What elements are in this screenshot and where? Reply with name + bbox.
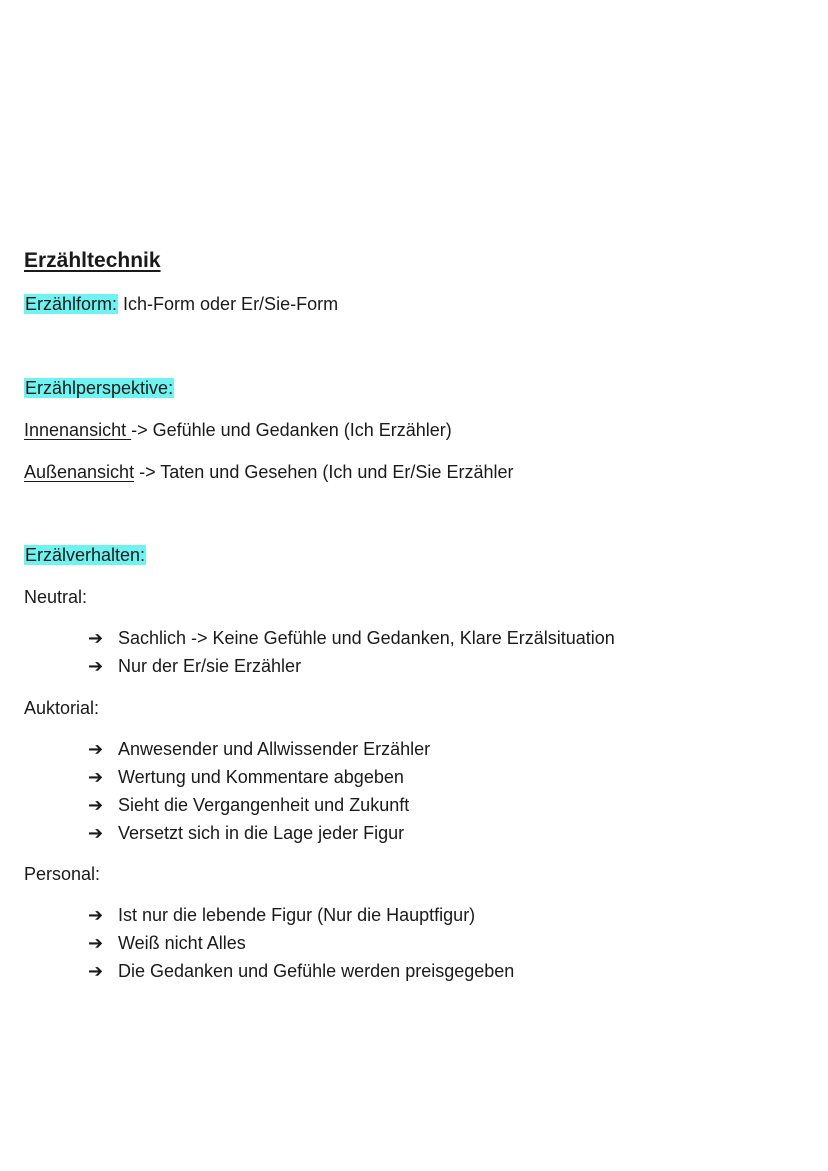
arrow-right-icon: ➔ [88, 656, 104, 677]
list-item: ➔ Sieht die Vergangenheit und Zukunft [88, 795, 410, 816]
arrow-right-icon: ➔ [88, 823, 104, 844]
list-item: ➔ Wertung und Kommentare abgeben [88, 767, 404, 788]
erzaehlform-text: Ich-Form oder Er/Sie-Form [118, 294, 339, 314]
list-item: ➔ Nur der Er/sie Erzähler [88, 656, 302, 677]
arrow-right-icon: ➔ [88, 795, 104, 816]
perspektive-heading [24, 377, 174, 399]
innenansicht-term: Innenansicht [24, 420, 132, 440]
innenansicht-line [24, 419, 452, 441]
personal-label: Personal: [24, 864, 101, 884]
list-item: ➔ Anwesender und Allwissender Erzähler [88, 739, 431, 760]
verhalten-label: Erzälverhalten: [25, 545, 146, 565]
list-item: ➔ Die Gedanken und Gefühle werden preisgegeben [88, 961, 515, 982]
arrow-right-icon: ➔ [88, 961, 104, 982]
erzaehlform-label: Erzählform: [25, 294, 118, 314]
list-item: ➔ Ist nur die lebende Figur (Nur die Hauptfigur) [88, 905, 476, 926]
list-item: ➔ Sachlich -> Keine Gefühle und Gedanken, Klare Erzälsituation [88, 628, 615, 649]
aussenansicht-line [24, 461, 513, 483]
erzaehlform-line [24, 293, 338, 315]
perspektive-label: Erzählperspektive: [25, 378, 174, 398]
list-item: ➔ Weiß nicht Alles [88, 933, 246, 954]
neutral-label: Neutral: [24, 587, 88, 607]
innenansicht-text: -> Gefühle und Gedanken (Ich Erzähler) [131, 420, 452, 440]
arrow-right-icon: ➔ [88, 933, 104, 954]
list-item: ➔ Versetzt sich in die Lage jeder Figur [88, 823, 405, 844]
arrow-right-icon: ➔ [88, 739, 104, 760]
verhalten-heading [24, 544, 146, 566]
arrow-right-icon: ➔ [88, 767, 104, 788]
aussenansicht-text: -> Taten und Gesehen (Ich und Er/Sie Erzähler [134, 462, 514, 482]
auktorial-label: Auktorial: [24, 698, 100, 718]
aussenansicht-term: Außenansicht [24, 462, 135, 482]
page-title: Erzähltechnik [24, 249, 161, 272]
arrow-right-icon: ➔ [88, 905, 104, 926]
arrow-right-icon: ➔ [88, 628, 104, 649]
